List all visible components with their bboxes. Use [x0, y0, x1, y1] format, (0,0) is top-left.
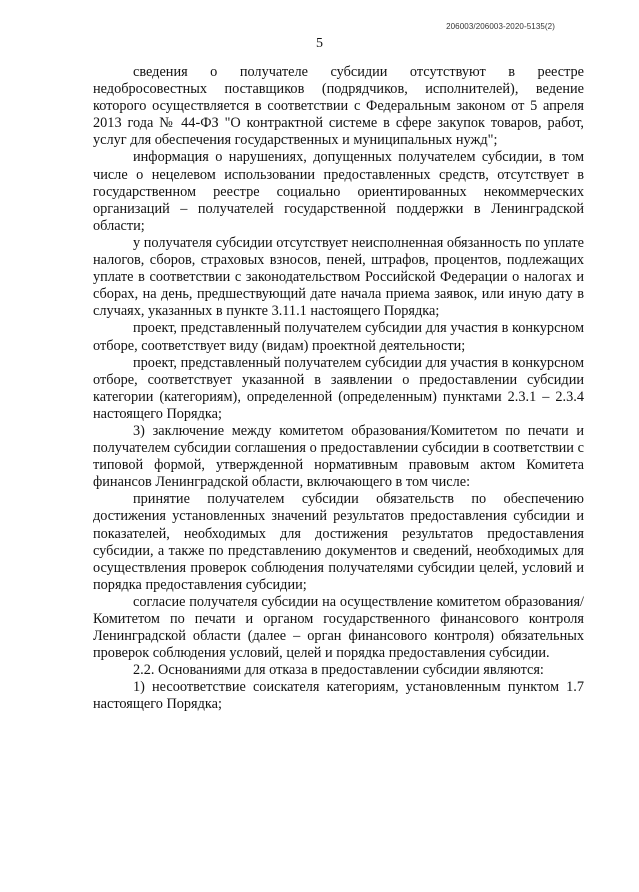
paragraph: принятие получателем субсидии обязательств по обеспечению достижения установленных значений результатов предоставления субсидии и показателей, необходимых для достижения результатов предоставления субсидии, а также по представлению документов и сведений, необходимых для осуществления проверок соблюдения получателями субсидии целей, условий и порядка предоставления субсидии; [93, 491, 584, 593]
paragraph: проект, представленный получателем субсидии для участия в конкурсном отборе, соответствует указанной в заявлении о предоставлении субсидии категории (категориям), определенной (определенным) пунктами 2.3.1 – 2.3.4 настоящего Порядка; [93, 354, 584, 422]
paragraph: у получателя субсидии отсутствует неисполненная обязанность по уплате налогов, сборов, страховых взносов, пеней, штрафов, процентов, подлежащих уплате в соответствии с законодательством Российской Федерации о налогах и сборах, на день, предшествующий дате начала приема заявок, или иную дату в случаях, указанных в пункте 3.11.1 настоящего Порядка; [93, 234, 584, 320]
paragraph: согласие получателя субсидии на осуществление комитетом образования/Комитетом по печати и органом государственного финансового контроля Ленинградской области (далее – орган финансового контроля) обязательных проверок соблюдения условий, целей и порядка предоставления субсидии. [93, 593, 584, 662]
paragraph: информация о нарушениях, допущенных получателем субсидии, в том числе о нецелевом использовании предоставленных средств, отсутствует в государственном реестре социально ориентированных некоммерческих организаций – получателей государственной поддержки в Ленинградской области; [93, 149, 584, 234]
document-id: 206003/206003-2020-5135(2) [446, 22, 555, 31]
paragraph: 1) несоответствие соискателя категориям, установленным пунктом 1.7 настоящего Порядка; [93, 679, 584, 713]
document-body [93, 64, 584, 714]
paragraph: 3) заключение между комитетом образования/Комитетом по печати и получателем субсидии соглашения о предоставлении субсидии в соответствии с типовой формой, утвержденной нормативным правовым актом Комитета финансов Ленинградской области, включающего в том числе: [93, 422, 584, 491]
page-number: 5 [316, 36, 323, 51]
paragraph: проект, представленный получателем субсидии для участия в конкурсном отборе, соответствует виду (видам) проектной деятельности; [93, 320, 584, 354]
paragraph: 2.2. Основаниями для отказа в предоставлении субсидии являются: [133, 662, 544, 679]
paragraph: сведения о получателе субсидии отсутствуют в реестре недобросовестных поставщиков (подрядчиков, исполнителей), ведение которого осуществляется в соответствии с Федеральным законом от 5 апреля 2013 года № 44-ФЗ "О контрактной системе в сфере закупок товаров, работ, услуг для обеспечения государственных и муниципальных нужд"; [93, 64, 584, 149]
